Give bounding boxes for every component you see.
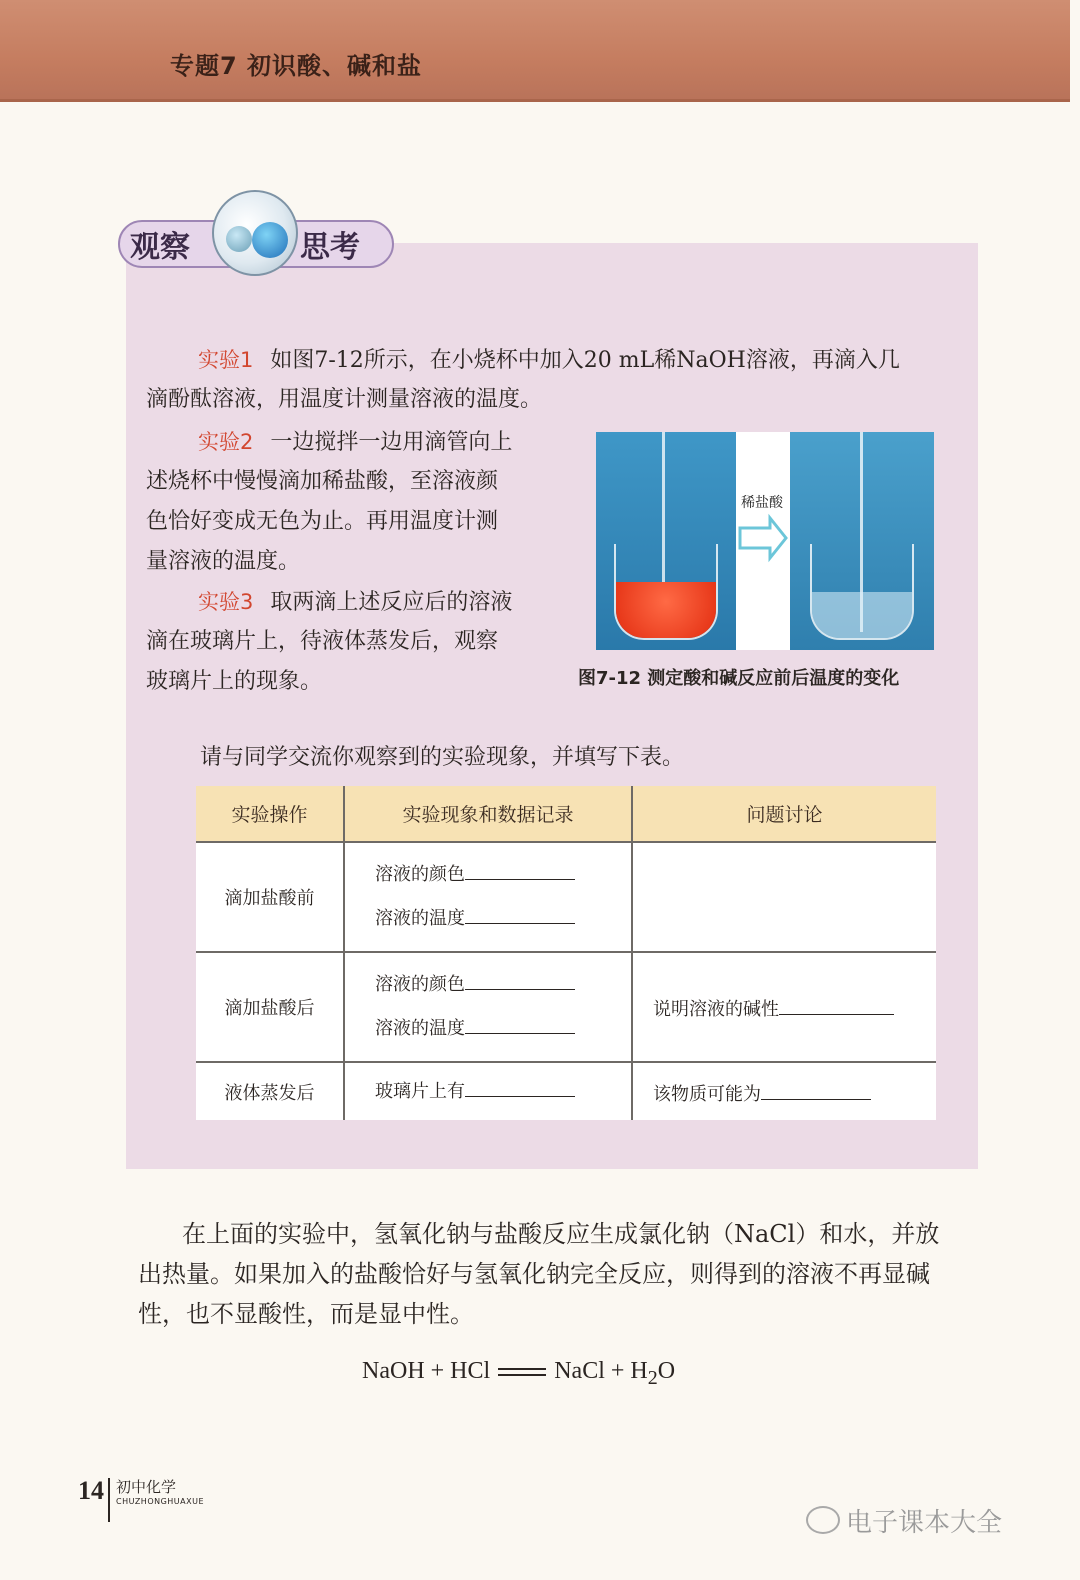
table-cell-operation: 滴加盐酸后: [196, 952, 344, 1062]
answer-blank[interactable]: [779, 993, 894, 1015]
arrow-label: 稀盐酸: [741, 495, 783, 511]
experiment3-line1: 实验3 取两滴上述反应后的溶液: [198, 590, 513, 615]
table-cell-observation: 溶液的颜色 溶液的温度: [344, 842, 632, 952]
equals-sign-icon: [498, 1368, 546, 1376]
experiment-table: [196, 786, 936, 1120]
answer-blank[interactable]: [761, 1078, 871, 1100]
experiment3-line2: 滴在玻璃片上，待液体蒸发后，观察: [146, 629, 499, 654]
chapter-title: 专题7 初识酸、碱和盐: [170, 52, 423, 80]
answer-blank[interactable]: [465, 1075, 575, 1097]
table-cell-operation: 滴加盐酸前: [196, 842, 344, 952]
table-cell-operation: 液体蒸发后: [196, 1062, 344, 1120]
footer-divider: [108, 1478, 110, 1522]
table-header: 问题讨论: [632, 786, 936, 842]
experiment3-line3: 玻璃片上的现象。: [146, 669, 323, 694]
experiment2-line4: 量溶液的温度。: [146, 549, 301, 574]
watermark-text: 电子课本大全: [846, 1508, 1003, 1538]
figure-gap: [736, 432, 790, 650]
wechat-icon: [806, 1506, 840, 1534]
table-cell-discussion: 说明溶液的碱性: [632, 952, 936, 1062]
table-intro: 请与同学交流你观察到的实验现象，并填写下表。: [200, 745, 685, 770]
page-number: 14: [78, 1476, 104, 1505]
answer-blank[interactable]: [465, 858, 575, 880]
figure-photo-before: [596, 432, 736, 650]
right-arrow-icon: [736, 432, 790, 650]
experiment1-line2: 滴酚酞溶液，用温度计测量溶液的温度。: [146, 387, 543, 412]
answer-blank[interactable]: [465, 902, 575, 924]
badge-label-think: 思考: [300, 230, 360, 265]
table-row: [196, 842, 936, 952]
book-title: 初中化学: [116, 1478, 177, 1496]
table-header: 实验现象和数据记录: [344, 786, 632, 842]
badge-label-observe: 观察: [130, 230, 190, 265]
figure-caption: 图7-12 测定酸和碱反应前后温度的变化: [578, 668, 900, 689]
table-row: [196, 952, 936, 1062]
table-header: 实验操作: [196, 786, 344, 842]
answer-blank[interactable]: [465, 968, 575, 990]
body-line3: 性，也不显酸性，而是显中性。: [138, 1300, 474, 1328]
experiment1-label: 实验1: [198, 348, 254, 372]
experiment3-label: 实验3: [198, 590, 254, 614]
experiment1-line1: 实验1 如图7-12所示，在小烧杯中加入20 mL稀NaOH溶液，再滴入几: [198, 348, 900, 373]
chemical-equation: NaOH + HCl NaCl + $H_2O$: [362, 1358, 676, 1389]
figure-photo-after: [790, 432, 934, 650]
experiment2-line1: 实验2 一边搅拌一边用滴管向上: [198, 430, 513, 455]
answer-blank[interactable]: [465, 1012, 575, 1034]
table-cell-observation: 溶液的颜色 溶液的温度: [344, 952, 632, 1062]
table-header-row: [196, 786, 936, 842]
table-cell-observation: 玻璃片上有: [344, 1062, 632, 1120]
body-line2: 出热量。如果加入的盐酸恰好与氢氧化钠完全反应，则得到的溶液不再显碱: [138, 1260, 930, 1288]
book-subtitle: CHUZHONGHUAXUE: [116, 1497, 205, 1506]
chapter-header-band: [0, 0, 1070, 102]
experiment2-line3: 色恰好变成无色为止。再用温度计测: [146, 509, 499, 534]
experiment2-line2: 述烧杯中慢慢滴加稀盐酸，至溶液颜: [146, 469, 499, 494]
experiment2-label: 实验2: [198, 430, 254, 454]
body-line1: 在上面的实验中，氢氧化钠与盐酸反应生成氯化钠（NaCl）和水，并放: [182, 1220, 940, 1248]
flask-icon: [212, 190, 298, 276]
table-cell-discussion: [632, 842, 936, 952]
table-row: [196, 1062, 936, 1120]
table-cell-discussion: 该物质可能为: [632, 1062, 936, 1120]
